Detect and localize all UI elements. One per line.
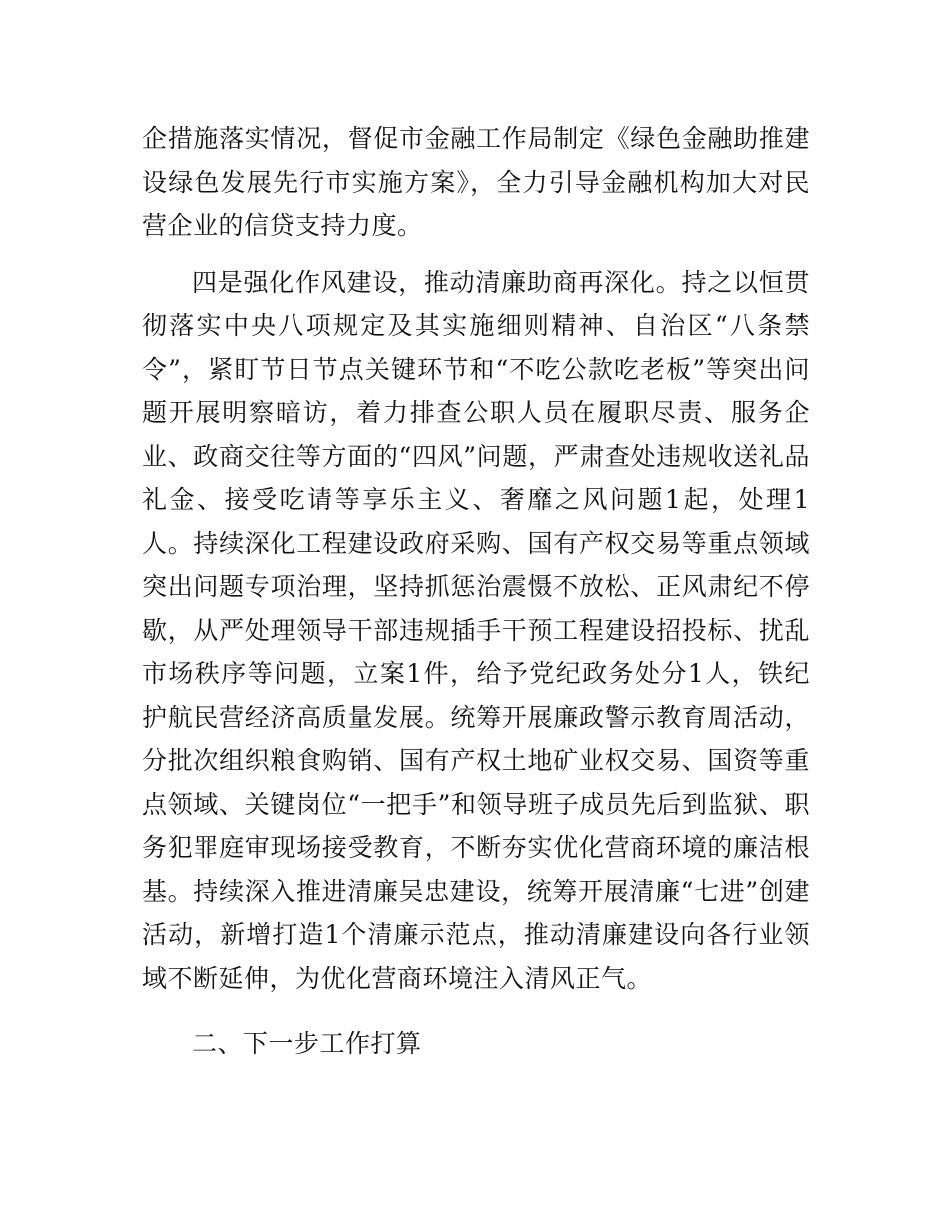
paragraph-style-building: 四是强化作风建设，推动清廉助商再深化。持之以恒贯彻落实中央八项规定及其实施细则精神、自治区“八条禁令”，紧盯节日节点关键环节和“不吃公款吃老板”等突出问题开展明察暗访，着力排查公职人员在履职尽责、服务企业、政商交往等方面的“四风”问题，严肃查处违规收送礼品礼金、接受吃请等享乐主义、奢靡之风问题1起，处理1人。持续深化工程建设政府采购、国有产权交易等重点领域突出问题专项治理，坚持抓惩治震慑不放松、正风肃纪不停歇，从严处理领导干部违规插手干预工程建设招投标、扰乱市场秩序等问题，立案1件，给予党纪政务处分1人，铁纪护航民营经济高质量发展。统筹开展廉政警示教育周活动，分批次组织粮食购销、国有产权土地矿业权交易、国资等重点领域、关键岗位“一把手”和领导班子成员先后到监狱、职务犯罪庭审现场接受教育，不断夯实优化营商环境的廉洁根基。持续深入推进清廉吴忠建设，统筹开展清廉“七进”创建活动，新增打造1个清廉示范点，推动清廉建设向各行业领域不断延伸，为优化营商环境注入清风正气。 — [142, 267, 810, 993]
section-heading: 二、下一步工作打算 — [192, 1029, 422, 1058]
paragraph-continuation: 企措施落实情况，督促市金融工作局制定《绿色金融助推建设绿色发展先行市实施方案》，全力引导金融机构加大对民营企业的信贷支持力度。 — [142, 124, 810, 240]
document-body — [142, 117, 810, 1066]
